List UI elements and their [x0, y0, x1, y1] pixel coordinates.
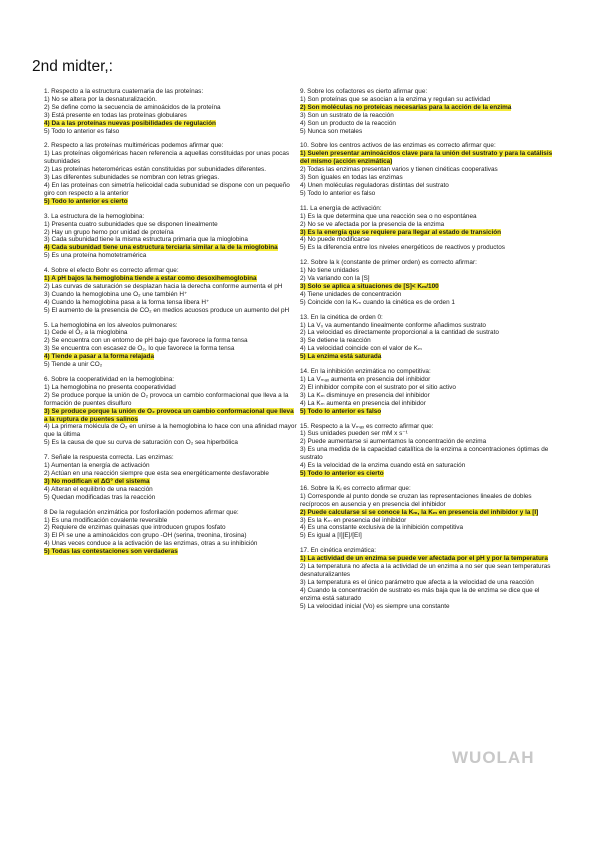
answer-option: 1) Es la que determina que una reacción sea o no espontánea [300, 212, 477, 220]
answer-highlight: 5) Todo lo anterior es cierto [44, 197, 128, 205]
highlighted-answer [44, 353, 298, 361]
answer-highlight: 5) Todo lo anterior es cierto [300, 469, 384, 477]
answer-highlight: 3) Es la energía que se requiere para llegar al estado de transición [300, 228, 502, 236]
answer-option: 4) Cuando la hemoglobina pasa a la forma tensa libera H⁺ [44, 298, 210, 306]
answer-option: 5) La velocidad inicial (Vo) es siempre una constante [300, 602, 450, 610]
highlighted-answer [300, 353, 554, 361]
answer-option: 1) La Vₘₐₓ aumenta en presencia del inhibidor [300, 376, 431, 383]
answer-highlight: 2) Son moléculas no proteicas necesarias para la acción de la enzima [300, 103, 512, 111]
page-title: 2nd midter,: [32, 58, 113, 75]
answer-option: 4) En las proteínas con simetría helicoidal cada subunidad se dispone con un pequeño giro con respecto a la anterior [44, 181, 290, 197]
answer-highlight: 1) A pH bajos la hemoglobina tiende a estar como desoxihemoglobina [44, 275, 257, 283]
answer-option: 4) Alteran el equilibrio de una reacción [44, 485, 153, 493]
highlighted-answer [44, 244, 298, 252]
answer-option: 2) Se produce porque la unión de O₂ provoca un cambio conformacional que lleva a la formación de puentes disulfuro [44, 391, 289, 407]
question-block [300, 314, 554, 361]
answer-highlight: 1) La actividad de un enzima se puede ver afectada por el pH y por la temperatura [300, 555, 548, 563]
highlighted-answer [300, 104, 554, 112]
answer-highlight: 5) La enzima está saturada [300, 353, 382, 361]
highlighted-answer [300, 509, 554, 517]
question-block [300, 142, 554, 197]
answer-option: 2) Puede aumentarse si aumentamos la concentración de enzima [300, 438, 487, 446]
answer-option: 4) Unen moléculas reguladoras distintas del sustrato [300, 181, 449, 189]
answer-option: 4) Unas veces conduce a la activación de las enzimas, otras a su inhibición [44, 540, 258, 548]
answer-option: 3) Es una medida de la capacidad catalítica de la enzima a concentraciones óptimas de sustrato [300, 446, 549, 462]
highlighted-answer [44, 275, 298, 283]
answer-option: 1) Presenta cuatro subunidades que se disponen linealmente [44, 220, 218, 228]
answer-option: 3) La temperatura es el único parámetro que afecta a la velocidad de una reacción [300, 578, 534, 586]
answer-highlight: 3) No modifican el ΔG° del sistema [44, 477, 150, 485]
answer-option: 1) Son proteínas que se asocian a la enzima y regulan su actividad [300, 95, 491, 103]
question-stem: 16. Sobre la Kᵢ es correcto afirmar que: [300, 484, 411, 492]
question-block [44, 88, 298, 135]
answer-option: 5) Es igual a [I][E]/[EI] [300, 532, 362, 540]
answer-option: 3) Cuando la hemoglobina une O₂ une también H⁺ [44, 290, 188, 298]
question-stem: 17. En cinética enzimática: [300, 547, 377, 555]
answer-option: 1) Aumentan la energía de activación [44, 462, 150, 470]
right-column [300, 88, 554, 617]
answer-option: 5) Es la causa de que su curva de saturación con O₂ sea hiperbólica [44, 439, 238, 447]
answer-option: 5) Quedan modificadas tras la reacción [44, 493, 156, 501]
answer-option: 2) Actúan en una reacción siempre que esta sea energéticamente desfavorable [44, 469, 269, 477]
answer-option: 1) Sus unidades pueden ser mM x s⁻¹ [300, 430, 408, 438]
highlighted-answer [44, 120, 298, 128]
highlighted-answer [44, 478, 298, 486]
answer-highlight: 5) Todas las contestaciones son verdaderas [44, 548, 178, 556]
answer-option: 2) La velocidad es directamente proporcional a la cantidad de sustrato [300, 329, 499, 337]
answer-option: 2) Las curvas de saturación se desplazan hacia la derecha conforme aumenta el pH [44, 282, 283, 290]
answer-highlight: 4) Da a las proteínas nuevas posibilidades de regulación [44, 119, 216, 127]
answer-option: 5) Todo lo anterior es falso [300, 189, 376, 197]
answer-option: 2) Todas las enzimas presentan varios y tienen cinéticas cooperativas [300, 166, 498, 174]
answer-option: 1) No se altera por la desnaturalización. [44, 95, 157, 103]
answer-option: 4) Son un producto de la reacción [300, 119, 396, 127]
answer-option: 1) Cede el O₂ a la mioglobina [44, 329, 128, 337]
question-stem: 3. La estructura de la hemoglobina: [44, 212, 145, 220]
highlighted-answer [44, 408, 298, 424]
question-stem: 8 De la regulación enzimática por fosforilación podemos afirmar que: [44, 508, 239, 516]
highlighted-answer [300, 229, 554, 237]
answer-option: 4) No puede modificarse [300, 236, 370, 244]
answer-option: 4) Tiene unidades de concentración [300, 290, 402, 298]
question-block [300, 88, 554, 135]
answer-option: 3) Es la Kₘ en presencia del inhibidor [300, 516, 407, 524]
answer-option: 3) Son iguales en todas las enzimas [300, 174, 403, 182]
answer-highlight: 3) Solo se aplica a situaciones de [S]< Kₘ/100 [300, 282, 439, 290]
answer-option: 4) Es una constante exclusiva de la inhibición competitiva [300, 524, 464, 532]
answer-option: 3) Se encuentra con escasez de O₂, lo que favorece la forma tensa [44, 345, 235, 353]
answer-option: 4) La primera molécula de O₂ en unirse a la hemoglobina lo hace con una afinidad mayor que la última [44, 423, 297, 439]
answer-option: 1) Las proteínas oligoméricas hacen referencia a aquellas constituidas por unas pocas subunidades [44, 150, 290, 166]
answer-option: 4) Cuando la concentración de sustrato es más baja que la de enzima se dice que el enzima está saturado [300, 586, 540, 602]
highlighted-answer [300, 470, 554, 478]
highlighted-answer [44, 548, 298, 556]
answer-option: 5) Nunca son metales [300, 127, 363, 135]
question-block [300, 259, 554, 306]
answer-option: 3) El Pi se une a aminoácidos con grupo -OH (serina, treonina, tirosina) [44, 532, 247, 540]
question-block [44, 142, 298, 205]
answer-highlight: 4) Cada subunidad tiene una estructura terciaria similar a la de la mioglobina [44, 244, 278, 252]
answer-option: 5) El aumento de la presencia de CO₂ en medios acuosos produce un aumento del pH [44, 306, 290, 314]
answer-option: 5) Es una proteína homotetramérica [44, 252, 147, 260]
highlighted-answer [44, 198, 298, 206]
answer-option: 1) La hemoglobina no presenta cooperatividad [44, 383, 176, 391]
answer-highlight: 3) Se produce porque la unión de O₂ provoca un cambio conformacional que lleva a la ruptura de puentes salinos [44, 407, 294, 423]
question-stem: 4. Sobre el efecto Bohr es correcto afirmar que: [44, 267, 179, 275]
question-stem: 11. La energía de activación: [300, 204, 382, 212]
answer-option: 4) Es la velocidad de la enzima cuando está en saturación [300, 462, 466, 470]
question-stem: 2. Respecto a las proteínas multiméricas podemos afirmar que: [44, 142, 224, 150]
question-block [300, 205, 554, 252]
question-stem: 6. Sobre la cooperatividad en la hemoglobina: [44, 376, 175, 383]
answer-option: 5) Es la diferencia entre los niveles energéticos de reactivos y productos [300, 244, 505, 252]
question-block [44, 213, 298, 260]
question-stem: 5. La hemoglobina en los alveolos pulmonares: [44, 321, 178, 329]
answer-option: 5) Tiende a unir CO₂ [44, 361, 103, 369]
question-block [44, 454, 298, 501]
answer-option: 3) Está presente en todas las proteínas globulares [44, 111, 187, 119]
answer-option: 1) Corresponde al punto donde se cruzan las representaciones lineales de dobles recíprocos en ausencia y en presencia del inhibidor [300, 492, 532, 508]
question-block [44, 267, 298, 314]
answer-option: 4) La Kₘ aumenta en presencia del inhibidor [300, 399, 426, 407]
answer-option: 2) El inhibidor compite con el sustrato por el sitio activo [300, 383, 456, 391]
answer-option: 2) Requiere de enzimas quinasas que introducen grupos fosfato [44, 524, 226, 532]
answer-highlight: 5) Todo lo anterior es falso [300, 407, 382, 415]
answer-option: 3) Cada subunidad tiene la misma estructura primaria que la mioglobina [44, 236, 248, 244]
answer-option: 3) Se detiene la reacción [300, 337, 371, 345]
answer-option: 1) La V₀ va aumentando linealmente conforme añadimos sustrato [300, 321, 486, 329]
highlighted-answer [300, 283, 554, 291]
answer-highlight: 1) Suelen presentar aminoácidos clave para la unión del sustrato y para la catálisis del mismo (acción enzimática) [300, 150, 553, 166]
highlighted-answer [300, 408, 554, 416]
wuolah-watermark: WUOLAH [452, 748, 535, 767]
answer-option: 2) Va variando con la [S] [300, 275, 370, 283]
answer-option: 2) La temperatura no afecta a la actividad de un enzima a no ser que sean temperaturas desnaturalizantes [300, 563, 551, 578]
answer-option: 2) Hay un grupo hemo por unidad de proteína [44, 228, 174, 236]
question-stem: 15. Respecto a la Vₘₐₓ es correcto afirmar que: [300, 422, 434, 430]
answer-highlight: 4) Tiende a pasar a la forma relajada [44, 353, 154, 361]
answer-option: 1) Es una modificación covalente reversible [44, 516, 168, 524]
question-block [300, 547, 554, 610]
answer-highlight: 2) Puede calcularse si se conoce la Kₘ, la Kₘ en presencia del inhibidor y la [I] [300, 508, 539, 516]
highlighted-answer [300, 150, 554, 166]
question-stem: 7. Señale la respuesta correcta. Las enzimas: [44, 454, 174, 462]
answer-option: 3) Las diferentes subunidades se nombran con letras griegas. [44, 174, 220, 182]
answer-option: 2) Se encuentra con un entorno de pH bajo que favorece la forma tensa [44, 337, 248, 345]
answer-option: 5) Coincide con la Kₘ cuando la cinética es de orden 1 [300, 298, 455, 306]
question-stem: 1. Respecto a la estructura cuaternaria de las proteínas: [44, 88, 204, 95]
highlighted-answer [300, 555, 554, 563]
answer-option: 2) Se define como la secuencia de aminoácidos de la proteína [44, 103, 221, 111]
question-stem: 12. Sobre la k (constante de primer orden) es correcto afirmar: [300, 259, 477, 267]
left-column [44, 88, 298, 563]
answer-option: 3) La Kₘ disminuye en presencia del inhibidor [300, 391, 430, 399]
answer-option: 2) No se ve afectada por la presencia de la enzima [300, 220, 445, 228]
question-stem: 14. En la inhibición enzimática no competitiva: [300, 368, 431, 376]
question-stem: 10. Sobre los centros activos de las enzimas es correcto afirmar que: [300, 142, 496, 150]
answer-option: 5) Todo lo anterior es falso [44, 127, 120, 135]
question-block [300, 423, 554, 478]
answer-option: 4) La velocidad coincide con el valor de Kₘ [300, 345, 422, 353]
question-block [44, 322, 298, 369]
question-block [300, 485, 554, 540]
answer-option: 2) Las proteínas heteroméricas están constituidas por subunidades diferentes. [44, 166, 267, 174]
question-stem: 13. En la cinética de orden 0: [300, 313, 383, 321]
question-block [44, 376, 298, 447]
answer-option: 3) Son un sustrato de la reacción [300, 111, 394, 119]
question-stem: 9. Sobre los cofactores es cierto afirmar que: [300, 88, 428, 95]
answer-option: 1) No tiene unidades [300, 267, 359, 275]
question-block [44, 509, 298, 556]
question-block [300, 368, 554, 415]
